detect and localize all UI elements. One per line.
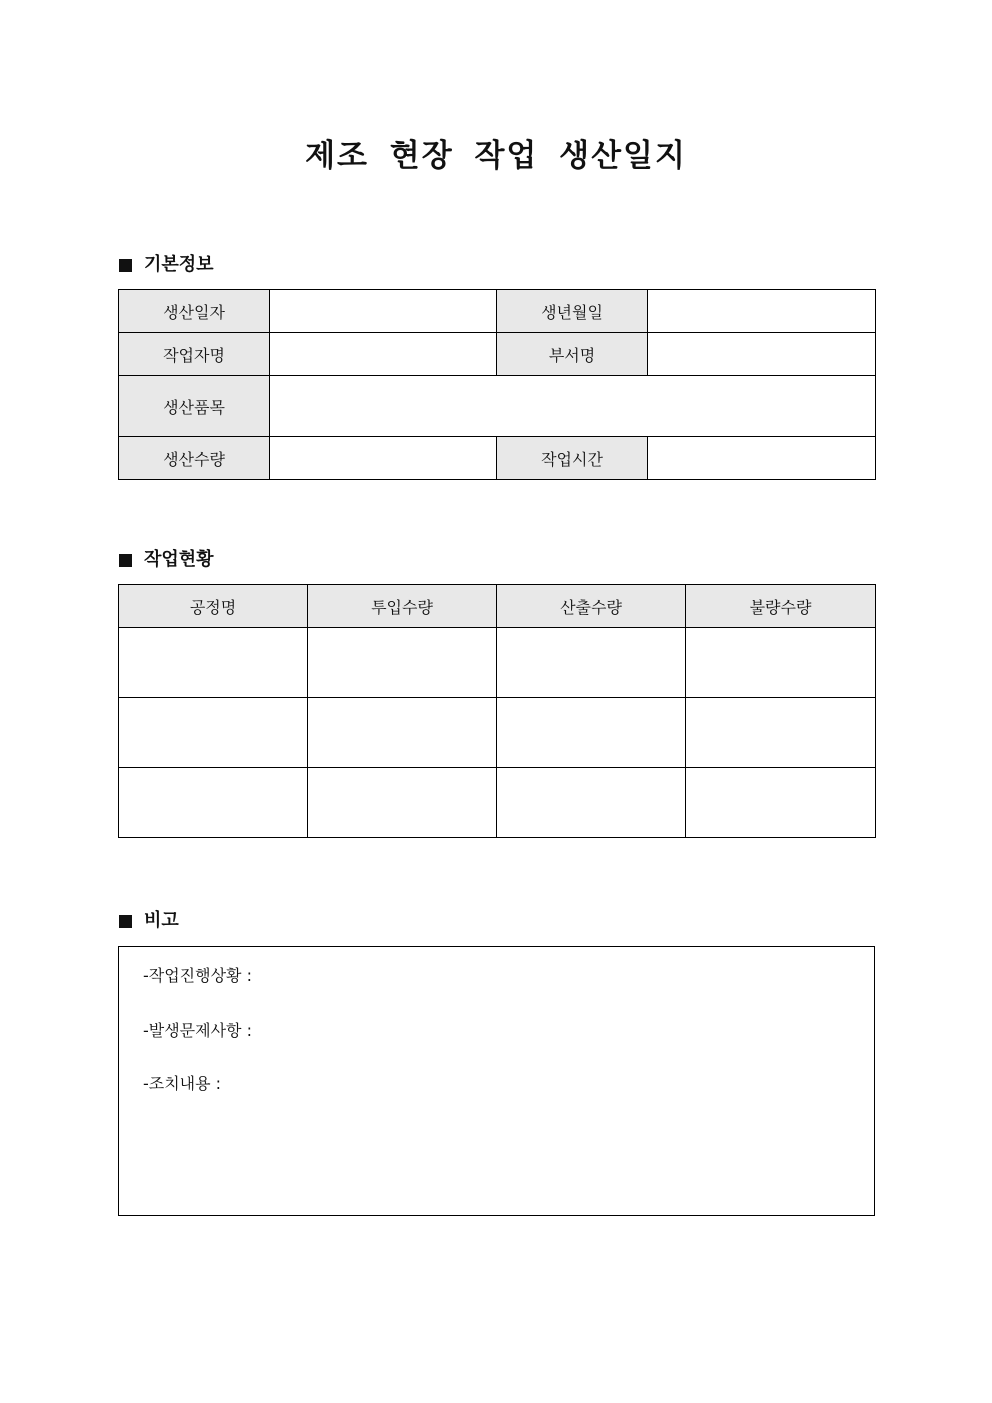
quantity-label: 생산수량 xyxy=(119,437,270,480)
work-time-label: 작업시간 xyxy=(497,437,648,480)
table-row xyxy=(119,768,876,838)
output-qty-cell[interactable] xyxy=(497,698,686,768)
table-row xyxy=(119,437,876,480)
input-qty-cell[interactable] xyxy=(308,698,497,768)
production-date-label: 생산일자 xyxy=(119,290,270,333)
table-row xyxy=(119,376,876,437)
table-row xyxy=(119,290,876,333)
section-heading-remarks xyxy=(119,909,179,933)
remark-progress-line: -작업진행상황 : xyxy=(143,966,252,985)
table-row xyxy=(119,333,876,376)
quantity-field[interactable] xyxy=(270,437,497,480)
input-qty-cell[interactable] xyxy=(308,628,497,698)
defect-qty-cell[interactable] xyxy=(686,698,876,768)
birth-date-field[interactable] xyxy=(648,290,876,333)
production-date-field[interactable] xyxy=(270,290,497,333)
product-field[interactable] xyxy=(270,376,876,437)
worker-name-field[interactable] xyxy=(270,333,497,376)
process-cell[interactable] xyxy=(119,628,308,698)
remark-actions-line: -조치내용 : xyxy=(143,1074,222,1093)
output-qty-cell[interactable] xyxy=(497,768,686,838)
column-header-process: 공정명 xyxy=(119,585,308,628)
process-cell[interactable] xyxy=(119,768,308,838)
column-header-defect-qty: 불량수량 xyxy=(686,585,876,628)
table-header-row xyxy=(119,585,876,628)
output-qty-cell[interactable] xyxy=(497,628,686,698)
work-status-table xyxy=(118,584,876,838)
basic-info-table xyxy=(118,289,876,480)
defect-qty-cell[interactable] xyxy=(686,628,876,698)
defect-qty-cell[interactable] xyxy=(686,768,876,838)
square-bullet-icon xyxy=(119,259,132,272)
department-field[interactable] xyxy=(648,333,876,376)
column-header-output-qty: 산출수량 xyxy=(497,585,686,628)
section-heading-label: 비고 xyxy=(144,910,179,931)
remark-issues-line: -발생문제사항 : xyxy=(143,1021,252,1040)
remarks-box[interactable] xyxy=(118,946,875,1216)
page-title: 제조 현장 작업 생산일지 xyxy=(305,138,687,174)
department-label: 부서명 xyxy=(497,333,648,376)
birth-date-label: 생년월일 xyxy=(497,290,648,333)
section-heading-work-status xyxy=(119,548,214,572)
column-header-input-qty: 투입수량 xyxy=(308,585,497,628)
worker-name-label: 작업자명 xyxy=(119,333,270,376)
table-row xyxy=(119,628,876,698)
work-time-field[interactable] xyxy=(648,437,876,480)
section-heading-label: 작업현황 xyxy=(144,549,214,570)
square-bullet-icon xyxy=(119,915,132,928)
section-heading-label: 기본정보 xyxy=(144,254,214,275)
table-row xyxy=(119,698,876,768)
process-cell[interactable] xyxy=(119,698,308,768)
square-bullet-icon xyxy=(119,554,132,567)
input-qty-cell[interactable] xyxy=(308,768,497,838)
product-label: 생산품목 xyxy=(119,376,270,437)
section-heading-basic-info xyxy=(119,253,214,277)
